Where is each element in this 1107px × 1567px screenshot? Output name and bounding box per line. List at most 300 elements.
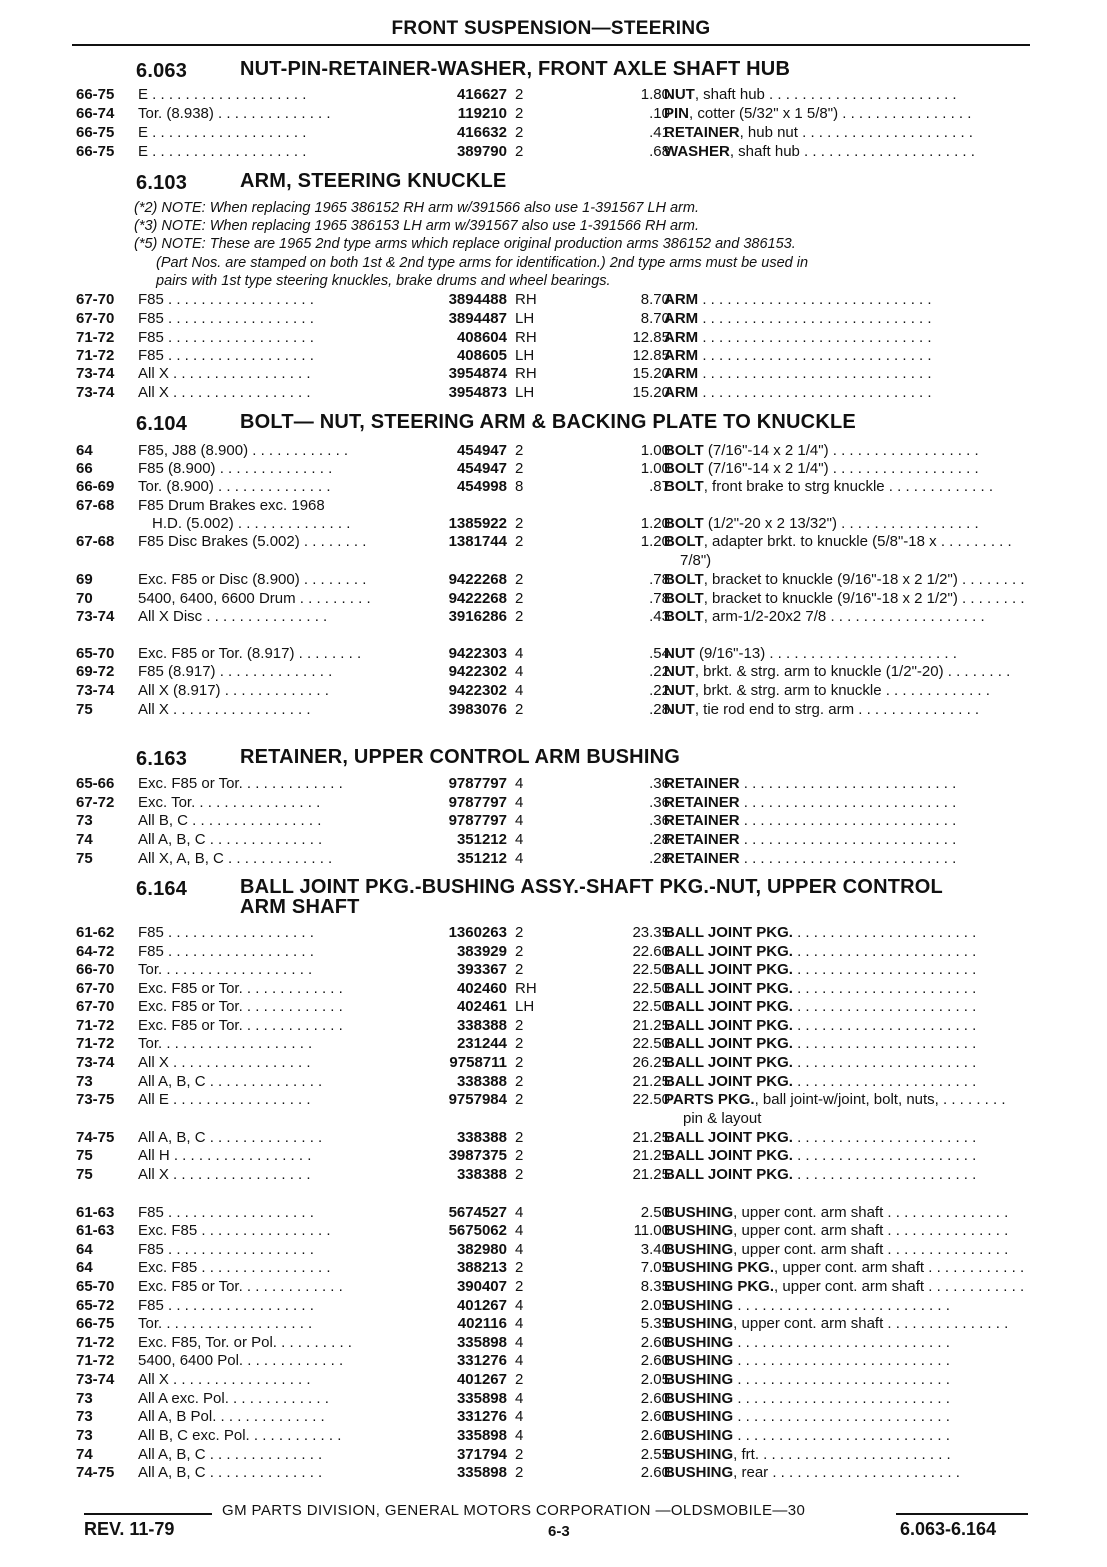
part-detail: , bracket to knuckle (9/16"-18 x 2 1/2") . . . . . . . . [703,571,1025,588]
table-row [0,608,1107,627]
part-description [664,105,1034,122]
part-detail: . . . . . . . . . . . . . . . . . . . . . . [792,1129,977,1146]
year-range: 67-70 [76,310,115,327]
quantity: RH [515,980,537,997]
model-application: Exc. F85 . . . . . . . . . . . . . . . . [138,1259,331,1276]
list-price: 21.25 [632,1073,670,1090]
quantity: 2 [515,1166,524,1183]
quantity: 2 [515,1091,524,1108]
part-description [664,1204,1034,1221]
quantity: 2 [515,86,524,103]
section-note: (*3) NOTE: When replacing 1965 386153 LH arm w/391567 also use 1-391566 RH arm. [134,218,699,235]
part-detail: . . . . . . . . . . . . . . . . . . . . . . [792,1166,977,1183]
part-number: 3987375 [448,1147,507,1164]
model-application: All E . . . . . . . . . . . . . . . . . [138,1091,311,1108]
quantity: 2 [515,1147,524,1164]
list-price: 2.60 [640,1334,670,1351]
year-range: 65-66 [76,775,115,792]
part-number: 9757984 [448,1091,507,1108]
year-range: 66-75 [76,124,115,141]
quantity: 4 [515,1297,524,1314]
table-row [0,442,1107,461]
model-application: All X Disc . . . . . . . . . . . . . . . [138,608,328,625]
table-row [0,1390,1107,1409]
table-row [0,1408,1107,1427]
part-number: 408605 [456,347,507,364]
part-number: 371794 [456,1446,507,1463]
part-number: 3954873 [448,384,507,401]
quantity: 2 [515,1278,524,1295]
table-row [0,961,1107,980]
part-detail: . . . . . . . . . . . . . . . . . . . . . . . . . . [733,1371,950,1388]
part-detail: , adapter brkt. to knuckle (5/8"-18 x . . . . . . . . . [703,533,1012,550]
part-name: BOLT [664,442,704,459]
table-row [0,1147,1107,1166]
table-row [0,552,1107,571]
part-description [664,1222,1034,1239]
part-detail: , upper cont. arm shaft . . . . . . . . . . . . [774,1278,1025,1295]
part-name: BUSHING [664,1315,734,1332]
quantity: 2 [515,701,524,718]
list-price: 8.35 [640,1278,670,1295]
model-application: Exc. Tor. . . . . . . . . . . . . . . . [138,794,321,811]
model-application: All X . . . . . . . . . . . . . . . . . [138,1371,311,1388]
list-price: .87 [649,478,670,495]
quantity: 4 [515,1204,524,1221]
part-name: BALL JOINT PKG. [664,1166,793,1183]
part-number: 9787797 [448,812,507,829]
list-price: 15.20 [632,365,670,382]
part-name: BUSHING [664,1408,734,1425]
model-application: 5400, 6400 Pol. . . . . . . . . . . . . [138,1352,344,1369]
list-price: 3.40 [640,1241,670,1258]
part-name: NUT [664,663,695,680]
year-range: 61-62 [76,924,115,941]
table-row [0,533,1107,552]
quantity: 4 [515,1352,524,1369]
list-price: 21.25 [632,1147,670,1164]
table-row [0,775,1107,794]
model-application: Exc. F85 or Tor. . . . . . . . . . . . . [138,1017,343,1034]
year-range: 73 [76,1073,93,1090]
part-number: 1381744 [448,533,507,550]
model-application: F85 . . . . . . . . . . . . . . . . . . [138,310,314,327]
part-description [664,1241,1034,1258]
model-application: All B, C exc. Pol. . . . . . . . . . . . [138,1427,342,1444]
list-price: 1.00 [640,460,670,477]
table-row [0,590,1107,609]
part-name: BALL JOINT PKG. [664,1035,793,1052]
table-row [0,1315,1107,1334]
quantity: 2 [515,608,524,625]
model-application: F85 . . . . . . . . . . . . . . . . . . [138,1204,314,1221]
part-description [664,682,1034,699]
table-row [0,1334,1107,1353]
part-detail: , upper cont. arm shaft . . . . . . . . . . . . . . . [733,1241,1009,1258]
quantity: 4 [515,775,524,792]
table-row [0,384,1107,403]
list-price: .41 [649,124,670,141]
part-name: RETAINER [664,831,740,848]
quantity: 2 [515,571,524,588]
quantity: 2 [515,1129,524,1146]
footer-publisher: GM PARTS DIVISION, GENERAL MOTORS CORPORATION —OLDSMOBILE—30 [222,1502,806,1519]
model-application: F85 (8.917) . . . . . . . . . . . . . . [138,663,333,680]
part-description [664,980,1034,997]
model-application: F85, J88 (8.900) . . . . . . . . . . . . [138,442,349,459]
year-range: 71-72 [76,1334,115,1351]
year-range: 75 [76,1166,93,1183]
part-name: BUSHING [664,1371,734,1388]
year-range: 64 [76,442,93,459]
part-number: 335898 [456,1464,507,1481]
section-number: 6.164 [136,878,188,900]
part-detail: . . . . . . . . . . . . . . . . . . . . . . [792,961,977,978]
part-name: BOLT [664,533,704,550]
list-price: .54 [649,645,670,662]
model-application: H.D. (5.002) . . . . . . . . . . . . . . [152,515,351,532]
list-price: 2.05 [640,1297,670,1314]
year-range: 67-70 [76,998,115,1015]
list-price: 21.25 [632,1166,670,1183]
part-description [664,1035,1034,1052]
part-number: 401267 [456,1371,507,1388]
model-application: All X, A, B, C . . . . . . . . . . . . . [138,850,333,867]
model-application: Tor. (8.938) . . . . . . . . . . . . . . [138,105,331,122]
quantity: 2 [515,1017,524,1034]
list-price: .22 [649,663,670,680]
part-detail: . . . . . . . . . . . . . . . . . . . . . . [792,943,977,960]
section-number: 6.103 [136,172,188,194]
model-application: All X . . . . . . . . . . . . . . . . . [138,365,311,382]
quantity: 2 [515,1054,524,1071]
section-heading: NUT-PIN-RETAINER-WASHER, FRONT AXLE SHAFT HUB [240,58,791,80]
year-range: 74 [76,831,93,848]
part-name: BUSHING [664,1204,734,1221]
part-name: BUSHING [664,1334,734,1351]
year-range: 65-72 [76,1297,115,1314]
quantity: 2 [515,124,524,141]
part-description [664,1017,1034,1034]
table-row [0,663,1107,682]
quantity: 2 [515,1464,524,1481]
list-price: 22.50 [632,980,670,997]
part-description [664,701,1034,718]
part-name: RETAINER [664,794,740,811]
year-range: 67-70 [76,980,115,997]
part-description [664,1129,1034,1146]
part-description [664,775,1034,792]
list-price: 1.00 [640,442,670,459]
table-row [0,86,1107,105]
quantity: LH [515,998,535,1015]
quantity: 4 [515,645,524,662]
part-name: BALL JOINT PKG. [664,943,793,960]
quantity: 2 [515,1073,524,1090]
table-row [0,924,1107,943]
model-application: All X . . . . . . . . . . . . . . . . . [138,701,311,718]
table-row [0,1297,1107,1316]
part-detail: . . . . . . . . . . . . . . . . . . . . . . [792,1054,977,1071]
year-range: 67-68 [76,497,115,514]
list-price: .68 [649,143,670,160]
part-detail: . . . . . . . . . . . . . . . . . . . . . . [792,1035,977,1052]
part-detail: , upper cont. arm shaft . . . . . . . . . . . . . . . [733,1315,1009,1332]
quantity: 2 [515,1259,524,1276]
part-number: 416632 [456,124,507,141]
part-number: 3954874 [448,365,507,382]
part-number: 338388 [456,1129,507,1146]
table-row [0,1129,1107,1148]
quantity: 4 [515,850,524,867]
list-price: .36 [649,775,670,792]
part-number: 351212 [456,831,507,848]
part-description [664,663,1034,680]
quantity: 2 [515,460,524,477]
table-row [0,1054,1107,1073]
year-range: 61-63 [76,1204,115,1221]
list-price: .28 [649,850,670,867]
table-row [0,831,1107,850]
quantity: 4 [515,794,524,811]
table-row [0,571,1107,590]
part-number: 401267 [456,1297,507,1314]
quantity: 4 [515,1241,524,1258]
part-detail: , bracket to knuckle (9/16"-18 x 2 1/2") . . . . . . . . [703,590,1025,607]
year-range: 74 [76,1446,93,1463]
list-price: 22.50 [632,961,670,978]
part-detail: . . . . . . . . . . . . . . . . . . . . . . [792,924,977,941]
list-price: .36 [649,812,670,829]
part-number: 119210 [457,105,507,122]
year-range: 75 [76,1147,93,1164]
part-detail: , shaft hub . . . . . . . . . . . . . . . . . . . . . [729,143,975,160]
table-row [0,365,1107,384]
part-detail: . . . . . . . . . . . . . . . . . . . . . . . . . . [733,1297,950,1314]
part-description [680,552,1050,569]
year-range: 73 [76,1427,93,1444]
quantity: 4 [515,1427,524,1444]
part-number: 351212 [456,850,507,867]
quantity: 2 [515,1446,524,1463]
part-number: 338388 [456,1017,507,1034]
part-detail: . . . . . . . . . . . . . . . . . . . . . . . . . . . . [698,384,932,401]
table-row [0,291,1107,310]
model-application: Exc. F85 or Tor. . . . . . . . . . . . . [138,980,343,997]
table-row [0,1204,1107,1223]
model-application: All X . . . . . . . . . . . . . . . . . [138,1054,311,1071]
list-price: 1.20 [640,533,670,550]
model-application: All A, B, C . . . . . . . . . . . . . . [138,1446,323,1463]
list-price: 2.60 [640,1408,670,1425]
quantity: RH [515,365,537,382]
part-name: BUSHING [664,1297,734,1314]
quantity: 4 [515,1390,524,1407]
part-detail: , frt. . . . . . . . . . . . . . . . . . . . . . . . [733,1446,951,1463]
part-name: NUT [664,682,695,699]
part-number: 390407 [456,1278,507,1295]
table-row [0,1110,1107,1129]
year-range: 67-72 [76,794,115,811]
part-number: 338388 [456,1073,507,1090]
part-number: 402116 [457,1315,507,1332]
quantity: 4 [515,1315,524,1332]
quantity: 2 [515,961,524,978]
part-name: ARM [664,310,699,327]
part-name: PIN [664,105,690,122]
part-name: RETAINER [664,775,740,792]
part-name: BOLT [664,590,704,607]
part-description [664,831,1034,848]
part-number: 338388 [456,1166,507,1183]
page-header [72,18,1030,46]
part-detail: . . . . . . . . . . . . . . . . . . . . . . [792,1017,977,1034]
part-name: WASHER [664,143,730,160]
year-range: 74-75 [76,1129,115,1146]
list-price: 12.85 [632,347,670,364]
part-number: 454947 [456,442,507,459]
list-price: 12.85 [632,329,670,346]
part-detail: , front brake to strg knuckle . . . . . . . . . . . . . [703,478,993,495]
year-range: 64-72 [76,943,115,960]
model-application: F85 Drum Brakes exc. 1968 [138,497,325,514]
part-description [664,1352,1034,1369]
part-number: 3894488 [448,291,507,308]
part-detail: (7/16"-14 x 2 1/4") . . . . . . . . . . . . . . . . . . [703,460,979,477]
part-detail: . . . . . . . . . . . . . . . . . . . . . . . . . . [733,1352,950,1369]
part-number: 402461 [456,998,507,1015]
part-number: 335898 [456,1427,507,1444]
part-description [664,143,1034,160]
year-range: 71-72 [76,347,115,364]
section-heading-continued: ARM SHAFT [240,896,360,918]
year-range: 71-72 [76,1017,115,1034]
model-application: Exc. F85 or Tor. (8.917) . . . . . . . . [138,645,362,662]
model-application: Tor. . . . . . . . . . . . . . . . . . . [138,1315,313,1332]
list-price: .78 [649,571,670,588]
part-number: 1360263 [448,924,507,941]
table-row [0,1446,1107,1465]
part-name: ARM [664,291,699,308]
year-range: 65-70 [76,1278,115,1295]
quantity: 2 [515,105,524,122]
part-description [664,365,1034,382]
part-name: RETAINER [664,124,740,141]
year-range: 75 [76,850,93,867]
part-detail: , ball joint-w/joint, bolt, nuts, . . . . . . . . [754,1091,1006,1108]
part-description [664,1091,1034,1108]
part-detail: , hub nut . . . . . . . . . . . . . . . . . . . . . [739,124,973,141]
part-number: 9422303 [448,645,507,662]
list-price: 26.25 [632,1054,670,1071]
part-description [664,515,1034,532]
list-price: .43 [649,608,670,625]
part-detail: . . . . . . . . . . . . . . . . . . . . . . . . . . [739,794,957,811]
part-number: 454947 [456,460,507,477]
part-description [664,608,1034,625]
part-description [664,1278,1034,1295]
list-price: 11.00 [633,1222,670,1239]
part-number: 9422268 [448,571,507,588]
quantity: 4 [515,1222,524,1239]
year-range: 66-75 [76,1315,115,1332]
part-number: 331276 [456,1352,507,1369]
year-range: 71-72 [76,329,115,346]
list-price: 1.80 [640,86,670,103]
year-range: 66 [76,460,93,477]
part-detail: . . . . . . . . . . . . . . . . . . . . . . [792,1073,977,1090]
model-application: F85 . . . . . . . . . . . . . . . . . . [138,329,314,346]
part-name: BUSHING [664,1464,734,1481]
part-description [664,1334,1034,1351]
part-detail: (7/16"-14 x 2 1/4") . . . . . . . . . . . . . . . . . . [703,442,979,459]
model-application: Exc. F85 or Tor. . . . . . . . . . . . . [138,1278,343,1295]
part-name: ARM [664,329,699,346]
list-price: 8.70 [640,310,670,327]
part-description [664,347,1034,364]
part-description [664,645,1034,662]
part-description [664,533,1034,550]
list-price: 1.20 [640,515,670,532]
table-row [0,701,1107,720]
part-detail: . . . . . . . . . . . . . . . . . . . . . . . . . . [739,850,957,867]
list-price: .28 [649,831,670,848]
quantity: LH [515,310,535,327]
part-name: BOLT [664,608,704,625]
part-number: 9787797 [448,775,507,792]
list-price: 5.35 [640,1315,670,1332]
part-name: NUT [664,645,695,662]
quantity: RH [515,291,537,308]
part-description [664,478,1034,495]
part-description [664,460,1034,477]
model-application: F85 . . . . . . . . . . . . . . . . . . [138,943,314,960]
quantity: 8 [515,478,524,495]
part-description [664,571,1034,588]
part-number: 231244 [456,1035,507,1052]
part-detail: . . . . . . . . . . . . . . . . . . . . . . [792,1147,977,1164]
part-description [664,943,1034,960]
model-application: Tor. . . . . . . . . . . . . . . . . . . [138,961,313,978]
section-note: pairs with 1st type steering knuckles, brake drums and wheel bearings. [156,272,611,289]
model-application: All A, B, C . . . . . . . . . . . . . . [138,1129,323,1146]
year-range: 73-74 [76,1054,115,1071]
list-price: 2.60 [640,1390,670,1407]
part-detail: , brkt. & strg. arm to knuckle . . . . . . . . . . . . . [694,682,990,699]
year-range: 66-70 [76,961,115,978]
table-row [0,1017,1107,1036]
part-number: 408604 [456,329,507,346]
part-detail: , cotter (5/32" x 1 5/8") . . . . . . . . . . . . . . . . [689,105,972,122]
quantity: 2 [515,924,524,941]
part-name: BALL JOINT PKG. [664,998,793,1015]
year-range: 66-75 [76,143,115,160]
part-description [664,1166,1034,1183]
part-name: BUSHING PKG. [664,1259,775,1276]
part-detail: . . . . . . . . . . . . . . . . . . . . . . . . . . . . [698,310,932,327]
part-description [664,124,1034,141]
section-note: (Part Nos. are stamped on both 1st & 2nd type arms for identification.) 2nd type arms must be used in [156,254,809,271]
list-price: 2.55 [640,1446,670,1463]
part-name: NUT [664,701,695,718]
page-header-title: FRONT SUSPENSION—STEERING [391,18,711,39]
part-name: BUSHING [664,1222,734,1239]
table-row [0,143,1107,162]
table-row [0,124,1107,143]
part-name: BUSHING [664,1427,734,1444]
quantity: 2 [515,943,524,960]
part-description [664,1408,1034,1425]
